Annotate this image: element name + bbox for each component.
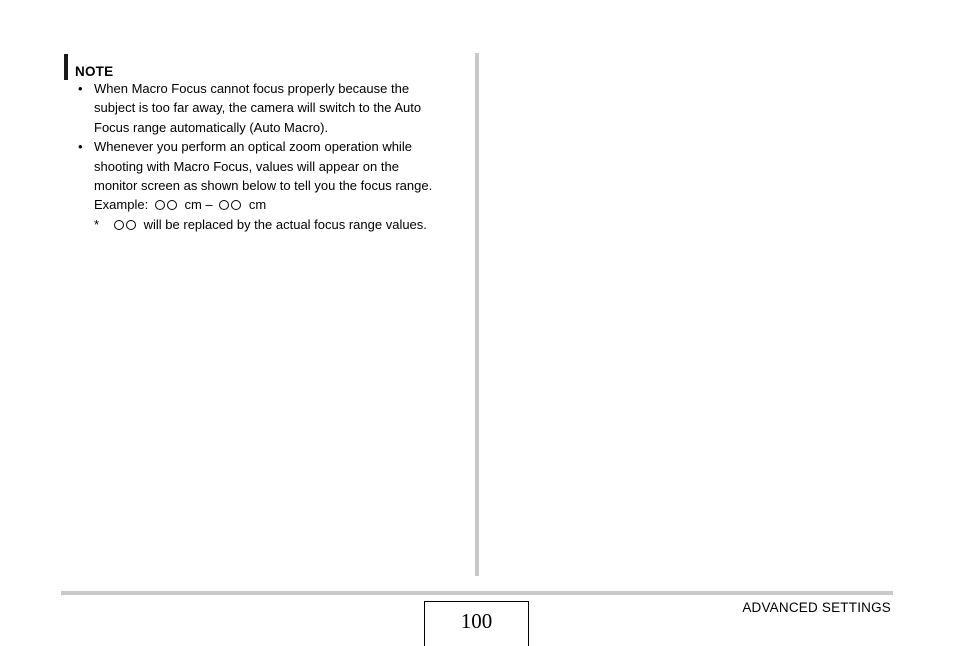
example-line (78, 195, 468, 214)
footnote-text: will be replaced by the actual focus range values. (143, 216, 427, 232)
note-bullet-1 (78, 79, 468, 137)
footer-rule (61, 591, 893, 595)
bullet-2-line-3: monitor screen as shown below to tell you the focus range. (94, 178, 433, 194)
section-label: ADVANCED SETTINGS (742, 600, 891, 615)
bullet-1-line-3: Focus range automatically (Auto Macro). (94, 119, 329, 135)
column-divider (475, 53, 479, 576)
bullet-2-line-1: Whenever you perform an optical zoom operation while (94, 139, 412, 155)
note-marker-bar (64, 54, 68, 80)
double-circle-placeholder-icon (113, 215, 137, 234)
example-unit-1: cm – (184, 197, 213, 213)
page-number: 100 (460, 609, 493, 633)
double-circle-placeholder-icon (154, 195, 178, 214)
example-unit-2: cm (248, 197, 267, 213)
footnote-marker: * (94, 216, 100, 232)
bullet-2-line-2: shooting with Macro Focus, values will appear on the (94, 158, 399, 174)
double-circle-placeholder-icon (218, 195, 242, 214)
footnote-line (78, 215, 468, 234)
bullet-dot: • (78, 81, 83, 96)
bullet-1-line-1: When Macro Focus cannot focus properly because the (94, 81, 410, 96)
note-body (78, 79, 468, 234)
note-bullet-2 (78, 137, 468, 195)
bullet-1-line-2: subject is too far away, the camera will switch to the Auto (94, 100, 422, 116)
bullet-dot: • (78, 139, 83, 155)
note-heading: NOTE (75, 64, 114, 79)
example-label: Example: (94, 197, 149, 213)
page-number-box (424, 601, 529, 646)
